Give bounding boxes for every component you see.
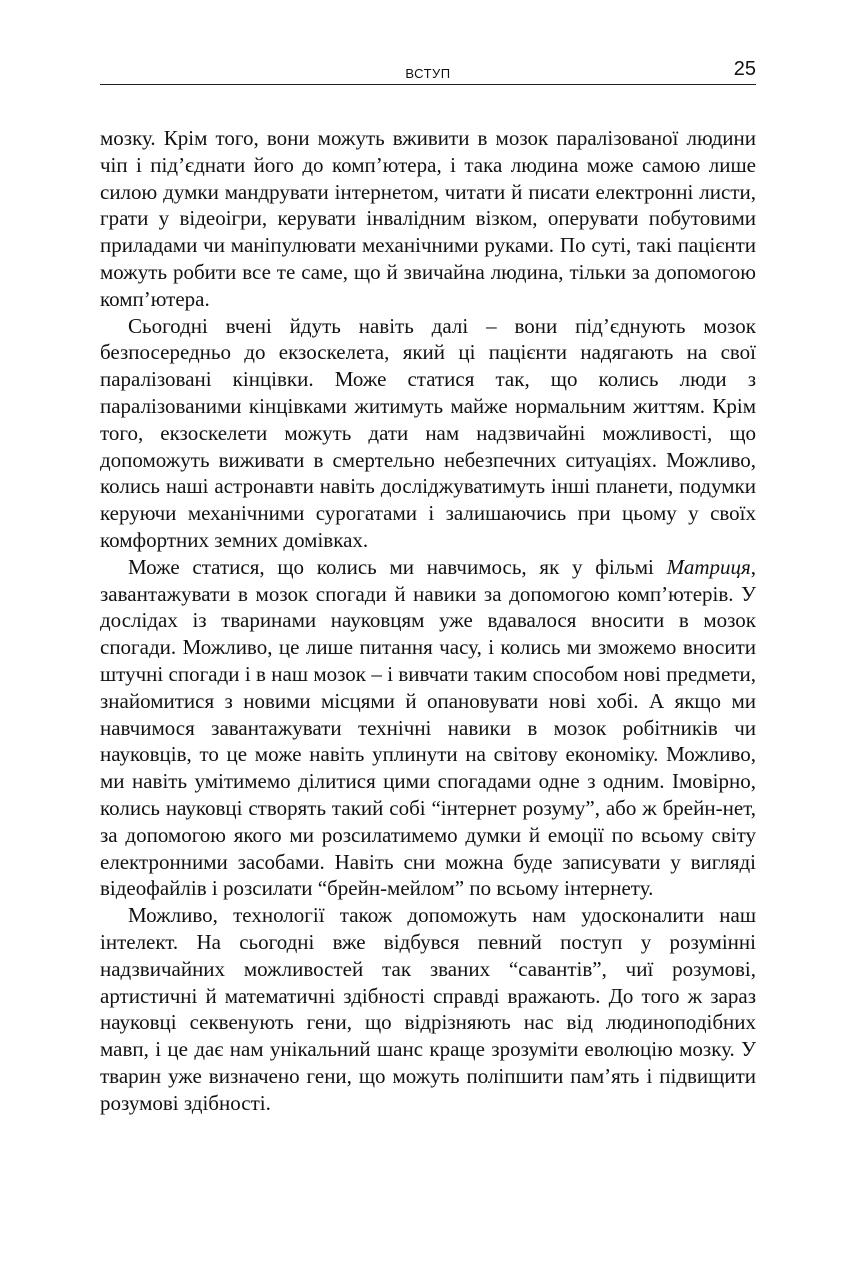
paragraph-3-start: Може статися, що колись ми навчимось, як у фільмі: [128, 554, 667, 579]
film-title-matrix: Матриця: [666, 554, 751, 579]
paragraph-2: Сьогодні вчені йдуть навіть далі – вони під’єднують мозок безпосередньо до екзоскелета, який ці пацієнти надягають на свої паралізовані кінцівки. Може статися так, що колись люди з паралізованими кінцівками житимуть майже нормальним життям. Крім того, екзоскелети можуть дати нам надзвичайні можливості, що допоможуть виживати в смертельно небезпечних ситуаціях. Можливо, колись наші астронавти навіть досліджуватимуть інші планети, подумки керуючи механічними сурогатами і залишаючись при цьому у своїх комфортних земних домівках.: [100, 313, 756, 552]
page-number: 25: [733, 58, 756, 80]
paragraph-1: мозку. Крім того, вони можуть вживити в мозок паралізованої людини чіп і під’єднати його до комп’ютера, і така людина може самою лише силою думки мандрувати інтернетом, читати й писати електронні листи, грати у відеоігри, керувати інвалідним візком, оперувати побутовими приладами чи маніпулювати механічними руками. По суті, такі пацієнти можуть робити все те саме, що й звичайна людина, тільки за допомогою комп’ютера.: [100, 126, 756, 311]
book-page: [100, 58, 756, 1116]
paragraph-4: Можливо, технології також допоможуть нам удосконалити наш інтелект. На сьогодні вже відбувся певний поступ у розумінні надзвичайних можливостей так званих “савантів”, чиї розумові, артистичні й математичні здібності справді вражають. До того ж зараз науковці секвенують гени, що відрізняють нас від людиноподібних мавп, і це дає нам унікальний шанс краще зрозуміти еволюцію мозку. У тварин уже визначено гени, що можуть поліпшити пам’ять і підвищити розумові здібності.: [100, 903, 756, 1115]
paragraph-3-rest: , завантажувати в мозок спогади й навики за допомогою комп’ютерів. У дослідах із тваринами науковцям уже вдавалося вносити в мозок спогади. Можливо, це лише питання часу, і колись ми зможемо вносити штучні спогади і в наш мозок – і вивчати таким способом нові предмети, знайомитися з новими місцями й опановувати нові хобі. А якщо ми навчимося завантажувати технічні навики в мозок робітників чи науковців, то це може навіть уплинути на світову економіку. Можливо, ми навіть умітимемо ділитися цими спогадами одне з одним. Імовірно, колись науковці створять такий собі “інтернет розуму”, або ж брейн-нет, за допомогою якого ми розсилатимемо думки й емоції по всьому світу електронними засобами. Навіть сни можна буде записувати у вигляді відеофайлів і розсилати “брейн-мейлом” по всьому інтернету.: [100, 554, 756, 901]
paragraph-3: [100, 554, 756, 902]
body-text: [100, 125, 756, 1116]
chapter-title: ВСТУП: [405, 66, 451, 81]
running-header: [100, 58, 756, 85]
